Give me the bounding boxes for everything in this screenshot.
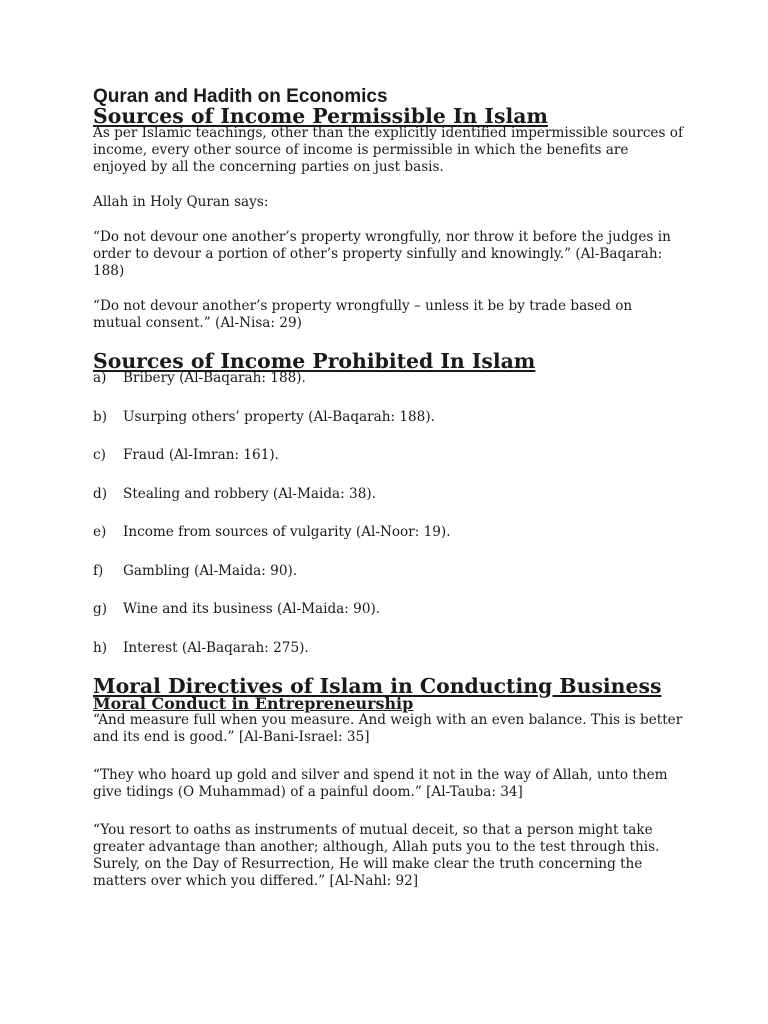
quote-paragraph: “You resort to oaths as instruments of mutual deceit, so that a person might take greater advantage than another; although, Allah puts you to the test through this. Surely, on the Day of Resurrection, He will make clear the truth concerning the matters over which you differed.” [Al-Nahl: 92] (93, 821, 660, 889)
quote-paragraph: “Do not devour another’s property wrongfully – unless it be by trade based on mutual consent.” (Al-Nisa: 29) (93, 298, 633, 331)
section-heading-moral-directives: Moral Directives of Islam in Conducting Business (93, 673, 662, 698)
list-text: Stealing and robbery (Al-Maida: 38). (123, 485, 376, 502)
list-item (93, 524, 683, 541)
list-letter: c) (93, 447, 106, 463)
section-heading-permissible: Sources of Income Permissible In Islam (93, 104, 548, 128)
list-letter: d) (93, 485, 108, 502)
list-letter: h) (93, 639, 108, 656)
list-text: Income from sources of vulgarity (Al-Noor: 19). (123, 524, 451, 540)
list-text: Bribery (Al-Baqarah: 188). (123, 370, 306, 386)
document-page (93, 86, 683, 890)
list-item (93, 409, 683, 426)
list-item (93, 563, 683, 580)
intro-paragraph: As per Islamic teachings, other than the explicitly identified impermissible sources of income, every other source of income is permissible in which the benefits are enjoyed by all the concerning parties on just basis. (93, 125, 683, 175)
list-item (93, 640, 683, 657)
document-title: Quran and Hadith on Economics (93, 86, 388, 107)
quote-paragraph: “Do not devour one another’s property wrongfully, nor throw it before the judges in order to devour a portion of other’s property sinfully and knowingly.” (Al-Baqarah: 188) (93, 229, 671, 279)
section-heading-prohibited: Sources of Income Prohibited In Islam (93, 349, 536, 373)
quote-paragraph: “And measure full when you measure. And weigh with an even balance. This is better and its end is good.” [Al-Bani-Israel: 35] (93, 711, 683, 745)
list-letter: f) (93, 562, 104, 579)
list-letter: a) (93, 370, 107, 386)
list-text: Usurping others’ property (Al-Baqarah: 188). (123, 408, 435, 425)
subheading-moral-conduct: Moral Conduct in Entrepreneurship (93, 693, 414, 713)
list-item (93, 486, 683, 503)
lead-paragraph: Allah in Holy Quran says: (93, 194, 269, 210)
list-letter: b) (93, 408, 108, 425)
list-item (93, 601, 683, 618)
list-text: Wine and its business (Al-Maida: 90). (123, 601, 381, 617)
list-letter: g) (93, 601, 108, 617)
list-letter: e) (93, 524, 107, 540)
list-text: Fraud (Al-Imran: 161). (123, 447, 279, 463)
list-item (93, 447, 683, 464)
list-text: Gambling (Al-Maida: 90). (123, 562, 298, 579)
list-text: Interest (Al-Baqarah: 275). (123, 639, 309, 656)
quote-paragraph: “They who hoard up gold and silver and spend it not in the way of Allah, unto them give tidings (O Muhammad) of a painful doom.” [Al-Tauba: 34] (93, 766, 668, 800)
